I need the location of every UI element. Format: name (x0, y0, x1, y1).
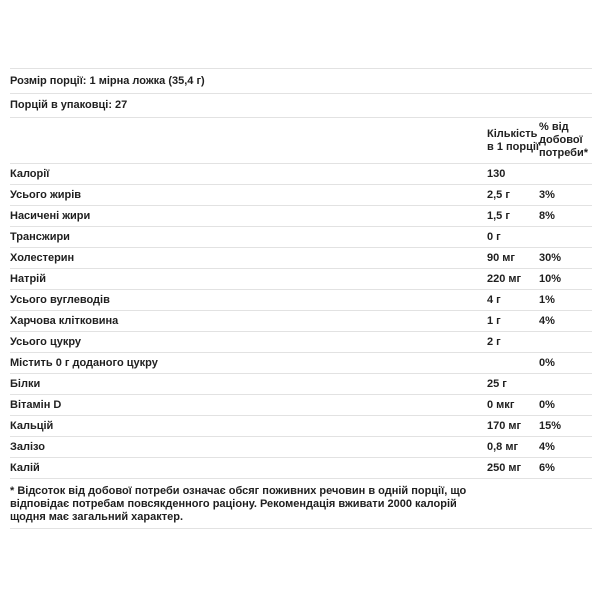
row-daily-value: 3% (539, 188, 555, 201)
row-daily-value: 4% (539, 314, 555, 327)
table-row (10, 163, 592, 184)
table-row (10, 247, 592, 268)
table-header-row (10, 117, 592, 163)
row-label: Кальцій (10, 419, 54, 432)
servings-per-container-row (10, 93, 592, 117)
row-daily-value: 1% (539, 293, 555, 306)
row-label: Трансжири (10, 230, 70, 243)
table-row (10, 226, 592, 247)
row-amount: 25 г (487, 377, 507, 390)
row-amount: 1,5 г (487, 209, 510, 222)
table-row (10, 373, 592, 394)
row-daily-value: 8% (539, 209, 555, 222)
row-daily-value: 4% (539, 440, 555, 453)
row-daily-value: 30% (539, 251, 562, 264)
servings-per-container-text: Порцій в упаковці: 27 (10, 99, 128, 111)
table-row (10, 436, 592, 457)
footnote-section (10, 478, 592, 529)
table-row (10, 394, 592, 415)
row-daily-value: 10% (539, 272, 562, 285)
row-daily-value: 0% (539, 398, 555, 411)
row-daily-value: 0% (539, 356, 555, 369)
row-label: Містить 0 г доданого цукру (10, 356, 158, 369)
row-amount: 0 г (487, 230, 501, 243)
table-row (10, 205, 592, 226)
row-label: Усього вуглеводів (10, 293, 110, 306)
row-label: Вітамін D (10, 398, 62, 411)
row-daily-value: 15% (539, 419, 562, 432)
daily-value-column-header: % від добової потреби* (539, 121, 589, 159)
row-amount: 0 мкг (487, 398, 515, 411)
row-label: Залізо (10, 440, 45, 453)
row-amount: 170 мг (487, 419, 522, 432)
row-amount: 220 мг (487, 272, 522, 285)
table-row (10, 310, 592, 331)
row-amount: 90 мг (487, 251, 516, 264)
row-label: Калій (10, 461, 40, 474)
row-label: Насичені жири (10, 209, 91, 222)
nutrition-facts-panel (10, 68, 592, 529)
row-label: Холестерин (10, 251, 75, 264)
row-label: Усього жирів (10, 188, 82, 201)
row-amount: 4 г (487, 293, 501, 306)
row-label: Білки (10, 377, 41, 390)
row-label: Натрій (10, 272, 46, 285)
table-row (10, 268, 592, 289)
amount-column-header: Кількість в 1 порції (487, 127, 539, 153)
table-row (10, 289, 592, 310)
table-row (10, 457, 592, 478)
row-amount: 2,5 г (487, 188, 510, 201)
table-row (10, 331, 592, 352)
row-amount: 250 мг (487, 461, 522, 474)
row-label: Усього цукру (10, 335, 82, 348)
row-amount: 0,8 мг (487, 440, 519, 453)
footnote-text: * Відсоток від добової потреби означає обсяг поживних речовин в одній порції, що відповідає потребам повсякденного раціону. Рекомендація вживати 2000 калорій щодня має загальний характер. (10, 485, 467, 523)
nutrition-rows (10, 163, 592, 478)
row-label: Харчова клітковина (10, 314, 119, 327)
table-row (10, 352, 592, 373)
serving-size-row (10, 68, 592, 93)
row-amount: 2 г (487, 335, 501, 348)
row-amount: 1 г (487, 314, 501, 327)
serving-size-text: Розмір порції: 1 мірна ложка (35,4 г) (10, 74, 205, 87)
table-row (10, 415, 592, 436)
row-label: Калорії (10, 167, 50, 180)
table-row (10, 184, 592, 205)
row-amount: 130 (487, 167, 506, 180)
row-daily-value: 6% (539, 461, 555, 474)
